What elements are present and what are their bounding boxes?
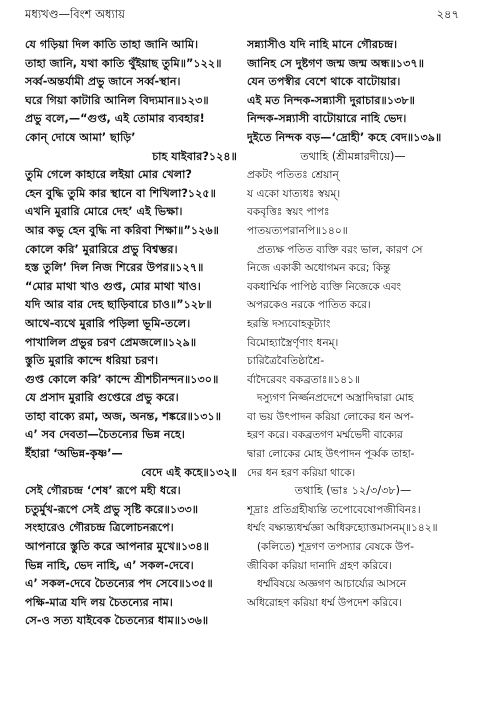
- verse-line: হস্ত তুলি’ দিল নিজ শিরের উপর॥১২৭॥: [25, 261, 204, 275]
- commentary-line: দের ধন হরণ করিয়া থাকে।: [247, 466, 356, 479]
- commentary-line: অধিরোহণ করিয়া ধর্ম্ম উপদেশ করিবে।: [247, 596, 402, 609]
- verse-line: পাখালিল প্রভুর চরণ প্রেমজলে॥১২৯॥: [25, 335, 197, 349]
- verse-line: এখনি মুরারি মোরে দেহ’ এই ভিক্ষা।: [25, 205, 183, 219]
- sanskrit-line: শূদ্রাঃ প্রতিগ্রহীষ্যন্তি তপোবেষোপজীবিনঃ।: [247, 503, 421, 516]
- verse-line: এ’ সব দেবতা—চৈতন্যের ভিন্ন নহে।: [25, 428, 185, 442]
- verse-line: কোন্ দোষে আমা’ ছাড়ি’: [25, 130, 136, 144]
- commentary-line: দ্বারা লোকের মোহ উৎপাদন পূর্ব্বক তাহা-: [247, 448, 415, 461]
- page-number: ২৪৭: [436, 7, 459, 21]
- commentary-line: অপরকেও নরকে পাতিত করে।: [247, 299, 371, 312]
- verse-line: তাহা বাক্যে রমা, অজ, অনন্ত, শঙ্করে॥১৩১॥: [25, 409, 222, 423]
- verse-line: ইঁহারা ‘অভিন্ন-কৃষ্ণ’—: [25, 447, 123, 461]
- commentary-line: বকধার্ম্মিক পাপিষ্ঠ ব্যক্তি নিজেকে এবং: [247, 280, 402, 293]
- verse-line: জানিহ সে দুষ্টগণ জন্ম জন্ম অন্ধ॥১৩৭॥: [247, 56, 425, 70]
- verse-line: তাহা জানি, যথা কাতি থুঁইয়াছ তুমি॥”১২২॥: [25, 56, 222, 70]
- sanskrit-line: চারিত্রৈবৈতিষ্ঠাশ্রৈ-: [247, 355, 325, 368]
- commentary-line: হরণ করে। বকব্রতগণ মর্ম্মভেদী বাক্যের: [247, 429, 403, 442]
- verse-line: বেদে এই কহে॥১৩২॥: [141, 465, 237, 479]
- verse-line: এই মত নিন্দক-সন্ন্যাসী দুরাচার॥১৩৮॥: [247, 93, 415, 107]
- commentary-line: দস্যুগণ নির্জ্জনপ্রদেশে অস্ত্রাদিদ্বারা মোহ: [257, 392, 414, 405]
- left-column: [25, 36, 237, 631]
- commentary-line: জীবিকা করিয়া দানাদি গ্রহণ করিবে।: [247, 559, 392, 572]
- citation-heading: তথাহি (শ্রীমন্নারদীয়ে)—: [300, 149, 406, 163]
- verse-line: পক্ষি-মাত্র যদি লয় চৈতন্যের নাম।: [25, 595, 173, 609]
- running-header: [25, 5, 459, 23]
- verse-line: যেন তপস্বীর বেশে থাকে বাটোয়ার।: [247, 75, 401, 89]
- verse-line: সে-ও সত্য যাইবেক চৈতন্যের ধাম॥১৩৬॥: [25, 614, 209, 628]
- sanskrit-line: প্রকটং পতিতঃ শ্রেয়ান্: [247, 169, 339, 182]
- verse-line: দুইতে নিন্দক বড়—‘দ্রোহী’ কহে বেদ॥১৩৯॥: [247, 130, 442, 144]
- verse-line: তুমি গেলে কাহারে লইয়া মোর খেলা?: [25, 168, 192, 182]
- verse-line: স্তুতি মুরারি কান্দে ধরিয়া চরণ।: [25, 354, 159, 368]
- verse-line: এ’ সকল-দেবে চৈতন্যের পদ সেবে॥১৩৫॥: [25, 577, 213, 591]
- sanskrit-line: হরন্তি দস্যবোহকূট্যাং: [247, 317, 331, 330]
- verse-line: নিন্দক-সন্ন্যাসী বাটোয়ারে নাহি ভেদ।: [247, 112, 407, 126]
- verse-line: সন্ন্যাসীও যদি নাহি মানে গৌরচন্দ্র।: [247, 38, 398, 51]
- commentary-line: (কলিতে) শূদ্রগণ তপস্যার বেষকে উপ-: [257, 541, 414, 554]
- sanskrit-line: য একো যাত্যধঃ স্বয়ম্।: [247, 187, 341, 200]
- sanskrit-line: পাতয়ত্যপরানপি॥১৪০॥: [247, 224, 348, 237]
- sanskrit-line: বকবৃত্তিঃ স্বয়ং পাপঃ: [247, 206, 330, 219]
- verse-line: সংহারেও গৌরচন্দ্র ত্রিলোচনরূপে।: [25, 521, 174, 535]
- commentary-line: নিজে একাকী অধোগমন করে; কিন্তু: [247, 262, 391, 275]
- sanskrit-line: বিমোহ্যাস্ত্রৈর্ণৃণাং ধনম্।: [247, 336, 339, 349]
- verse-line: গুপ্ত কোলে করি’ কান্দে শ্রীশচীনন্দন॥১৩০॥: [25, 372, 219, 386]
- verse-line: চাহ যাইবার?১২৪॥: [152, 149, 237, 163]
- verse-line: যদি আর বার দেহ ছাড়িবারে চাও॥”১২৮॥: [25, 298, 212, 312]
- chapter-title: মধ্যখণ্ড—বিংশ অধ্যায়: [25, 7, 125, 21]
- verse-line: ভিন্ন নাহি, ভেদ নাহি, এ’ সকল-দেবে।: [25, 558, 194, 572]
- verse-line: চতুর্মুখ-রূপে সেই প্রভু সৃষ্টি করে॥১৩৩॥: [25, 502, 199, 516]
- commentary-line: প্রত্যক্ষ পতিত ব্যক্তি বরং ভাল, কারণ সে: [257, 243, 423, 256]
- verse-line: ঘরে গিয়া কাটারি আনিল বিদ্যমান॥১২৩॥: [25, 93, 209, 107]
- verse-line: প্রভু বলে,—“গুপ্ত, এই তোমার ব্যবহার!: [25, 112, 205, 126]
- verse-line: হেন বুদ্ধি তুমি কার স্থানে বা শিখিলা?১২৫॥: [25, 186, 216, 200]
- verse-line: যে প্রসাদ মুরারি গুপ্তেরে প্রভু করে।: [25, 391, 179, 405]
- sanskrit-line: ধর্ম্মং বক্ষ্যন্ত্যধর্ম্মজ্ঞা অধিরুহ্যোত্তমাসনম্॥১৪২॥: [247, 522, 438, 535]
- verse-line: আথে-ব্যথে মুরারি পড়িলা ভূমি-তলে।: [25, 316, 191, 330]
- commentary-line: বা ভয় উৎপাদন করিয়া লোকের ধন অপ-: [247, 410, 414, 423]
- right-column: [247, 36, 459, 612]
- verse-line: সেই গৌরচন্দ্র ‘শেষ’ রূপে মহী ধরে।: [25, 484, 181, 498]
- verse-line: কোলে করি’ মুরারিরে প্রভু বিশ্বম্ভর।: [25, 242, 178, 256]
- verse-line: আপনারে স্তুতি করে আপনার মুখে॥১৩৪॥: [25, 540, 210, 554]
- verse-line: আর কভু হেন বুদ্ধি না করিবা শিক্ষা॥”১২৬॥: [25, 223, 219, 237]
- sanskrit-line: র্বাদৈরেবং বকব্রতাঃ॥১৪১॥: [247, 373, 361, 386]
- verse-line: যে গড়িয়া দিল কাতি তাহা জানি আমি।: [25, 38, 199, 51]
- commentary-line: ধর্ম্মবিষয়ে অজ্ঞগণ আচার্য্যের আসনে: [257, 578, 407, 591]
- verse-line: “মোর মাথা খাও গুপ্ত, মোর মাথা খাও।: [25, 279, 201, 293]
- verse-line: সর্ব্ব-অন্তর্যামী প্রভু জানে সর্ব্ব-স্থান।: [25, 75, 181, 89]
- citation-heading: তথাহি (ভাঃ ১২/৩/৩৮)—: [294, 484, 412, 498]
